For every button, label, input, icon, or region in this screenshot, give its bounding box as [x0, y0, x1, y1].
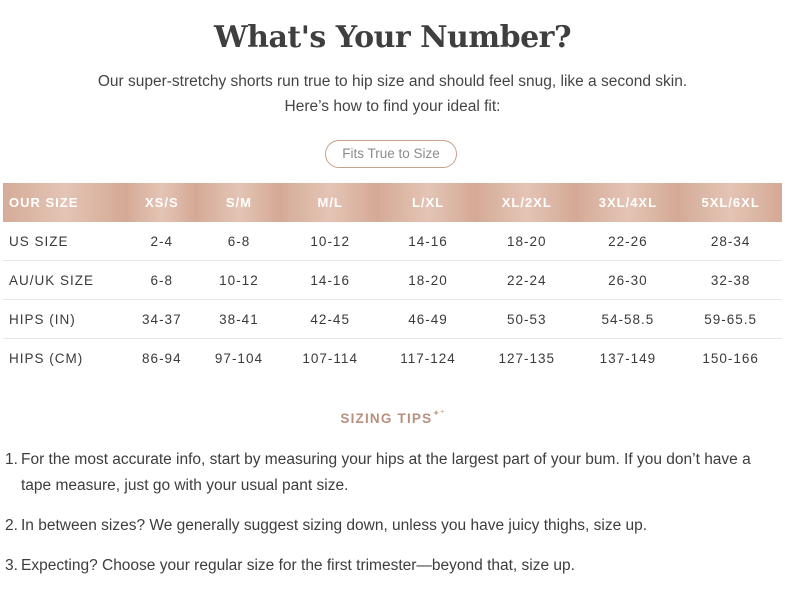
table-row-hips-cm	[3, 339, 782, 378]
table-cell: 59-65.5	[679, 300, 782, 339]
size-chart-table	[3, 183, 782, 377]
size-chart-header-row	[3, 183, 782, 222]
sizing-tips-label: SIZING TIPS	[340, 411, 433, 426]
table-cell: 26-30	[577, 261, 680, 300]
table-cell: 22-26	[577, 222, 680, 261]
table-cell: 117-124	[400, 350, 456, 366]
list-item-number: 1.	[5, 451, 18, 468]
header-cell: M/L	[281, 183, 379, 222]
list-item-text: For the most accurate info, start by measuring your hips at the largest part of your bum. If you don’t have a tape measure, just go with your usual pant size.	[21, 451, 751, 494]
table-row-us-size	[3, 222, 782, 261]
sizing-tips-heading	[0, 408, 785, 426]
table-cell: 38-41	[197, 300, 282, 339]
table-cell: 42-45	[281, 300, 379, 339]
header-cell: 3XL/4XL	[577, 183, 680, 222]
list-item	[5, 553, 780, 579]
sparkle-icon: ✦⁺	[432, 408, 445, 418]
row-label: HIPS (IN)	[3, 300, 127, 339]
list-item-number: 2.	[5, 517, 18, 534]
table-row-au-uk-size	[3, 261, 782, 300]
table-cell: 2-4	[127, 222, 197, 261]
fit-badge: Fits True to Size	[325, 140, 457, 168]
row-label: US SIZE	[3, 222, 127, 261]
table-cell: 32-38	[679, 261, 782, 300]
table-cell: 107-114	[302, 350, 358, 366]
table-cell: 46-49	[379, 300, 477, 339]
table-cell: 28-34	[679, 222, 782, 261]
table-cell: 22-24	[477, 261, 577, 300]
header-cell: XL/2XL	[477, 183, 577, 222]
table-cell: 137-149	[599, 350, 657, 366]
row-label: HIPS (CM)	[9, 350, 84, 366]
sizing-tips-list	[5, 447, 780, 593]
table-cell: 10-12	[197, 261, 282, 300]
list-item-text: Expecting? Choose your regular size for the first trimester—beyond that, size up.	[21, 557, 575, 574]
table-cell: 150-166	[702, 350, 759, 366]
table-row-hips-in	[3, 300, 782, 339]
header-cell: S/M	[197, 183, 282, 222]
list-item	[5, 513, 780, 539]
table-cell: 18-20	[477, 222, 577, 261]
page-title: What's Your Number?	[213, 20, 572, 55]
table-cell: 6-8	[197, 222, 282, 261]
header-cell: OUR SIZE	[3, 183, 127, 222]
table-cell: 50-53	[477, 300, 577, 339]
table-cell: 54-58.5	[577, 300, 680, 339]
row-label: AU/UK SIZE	[3, 261, 127, 300]
header-cell: XS/S	[127, 183, 197, 222]
intro-line-2: Here’s how to find your ideal fit:	[284, 98, 501, 115]
list-item-number: 3.	[5, 557, 18, 574]
table-cell: 127-135	[498, 350, 556, 366]
table-cell: 10-12	[281, 222, 379, 261]
table-cell: 14-16	[281, 261, 379, 300]
intro-text	[0, 69, 785, 119]
header-cell: L/XL	[379, 183, 477, 222]
list-item	[5, 447, 780, 499]
table-cell: 18-20	[379, 261, 477, 300]
list-item-text: In between sizes? We generally suggest sizing down, unless you have juicy thighs, size up.	[21, 517, 648, 534]
table-cell: 34-37	[127, 300, 197, 339]
header-cell: 5XL/6XL	[679, 183, 782, 222]
table-cell: 86-94	[142, 350, 182, 366]
table-cell: 6-8	[127, 261, 197, 300]
table-cell: 14-16	[379, 222, 477, 261]
intro-line-1: Our super-stretchy shorts run true to hip size and should feel snug, like a second skin.	[97, 73, 688, 90]
table-cell: 97-104	[214, 350, 263, 366]
